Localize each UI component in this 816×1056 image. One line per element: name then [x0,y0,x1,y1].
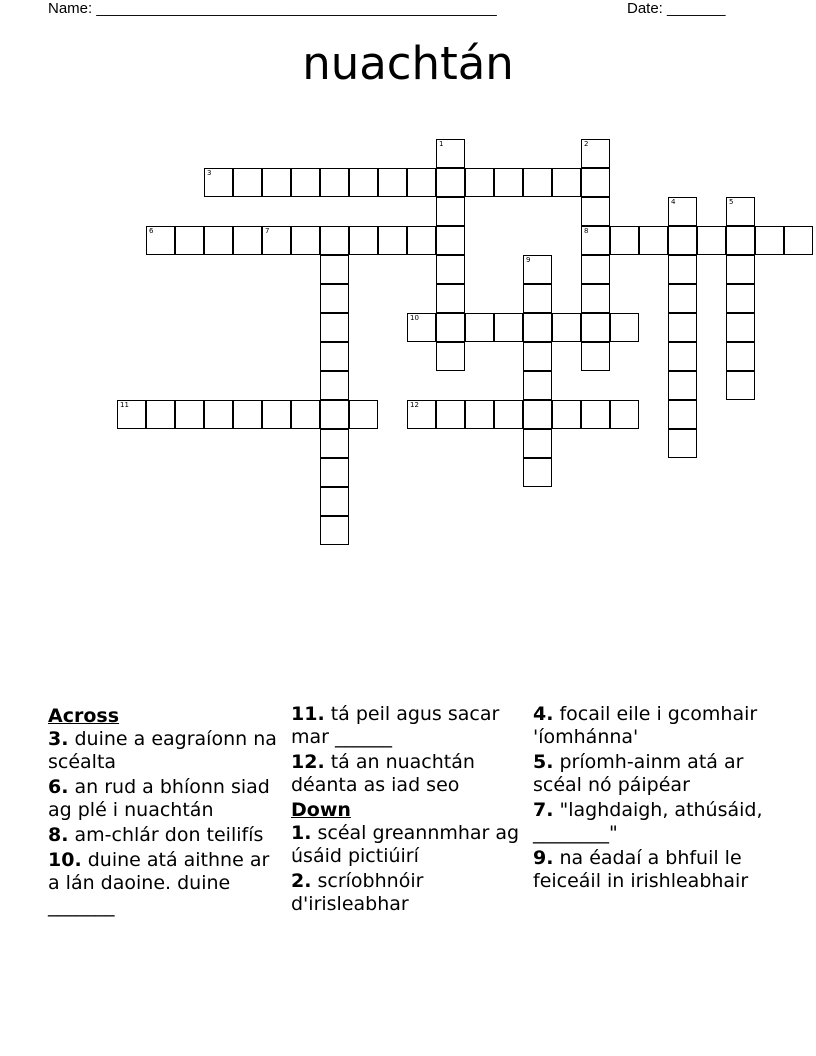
grid-cell[interactable] [175,400,204,429]
grid-cell[interactable] [726,284,755,313]
clue-across-12: 12. tá an nuachtán déanta as iad seo [291,751,475,796]
grid-cell[interactable] [581,313,610,342]
grid-cell[interactable] [262,168,291,197]
clues-column-2 [291,703,529,918]
clue-down-1: 1. scéal greannmhar ag úsáid pictiúirí [291,822,520,867]
clue-down-9: 9. na éadaí a bhfuil le feiceáil in irishleabhair [533,847,749,892]
clue-down-4: 4. focail eile i gcomhair 'íomhánna' [533,703,758,748]
grid-cell[interactable] [755,226,784,255]
clue-number: 11 [120,401,129,409]
grid-cell[interactable] [291,400,320,429]
grid-cell[interactable] [726,342,755,371]
clue-across-3: 3. duine a eagraíonn na scéalta [48,728,277,773]
grid-cell[interactable] [552,313,581,342]
clue-number: 5 [729,198,734,206]
clue-across-6: 6. an rud a bhíonn siad ag plé i nuachtán [48,776,270,821]
grid-cell[interactable] [378,168,407,197]
grid-cell[interactable] [784,226,813,255]
grid-cell[interactable] [668,255,697,284]
clue-across-8: 8. am-chlár don teilifís [48,824,264,846]
grid-cell[interactable] [581,255,610,284]
clue-number: 6 [149,227,154,235]
grid-cell[interactable] [668,284,697,313]
grid-cell[interactable] [523,313,552,342]
clue-across-10: 10. duine atá aithne ar a lán daoine. duine _______ [48,849,270,917]
grid-cell[interactable] [117,400,146,429]
grid-cell[interactable] [726,255,755,284]
grid-cell[interactable] [523,458,552,487]
grid-cell[interactable] [668,342,697,371]
grid-cell[interactable] [610,400,639,429]
clue-down-2: 2. scríobhnóir d'irisleabhar [291,870,424,915]
grid-cell[interactable] [523,371,552,400]
clue-number: 3 [207,169,212,177]
grid-cell[interactable] [291,226,320,255]
date-field-label: Date: _______ [627,0,726,17]
grid-cell[interactable] [436,168,465,197]
grid-cell[interactable] [233,400,262,429]
grid-cell[interactable] [320,400,349,429]
grid-cell[interactable] [262,226,291,255]
grid-cell[interactable] [552,400,581,429]
grid-cell[interactable] [204,226,233,255]
grid-cell[interactable] [465,400,494,429]
grid-cell[interactable] [610,313,639,342]
grid-cell[interactable] [233,226,262,255]
grid-cell[interactable] [436,284,465,313]
clues-column-3 [533,703,771,895]
grid-cell[interactable] [552,168,581,197]
grid-cell[interactable] [726,371,755,400]
grid-cell[interactable] [436,400,465,429]
grid-cell[interactable] [436,139,465,168]
clue-down-7: 7. "laghdaigh, athúsáid, ________" [533,799,763,844]
grid-cell[interactable] [726,313,755,342]
grid-cell[interactable] [320,487,349,516]
grid-cell[interactable] [407,313,436,342]
across-heading: Across [48,705,120,727]
grid-cell[interactable] [523,429,552,458]
grid-cell[interactable] [436,255,465,284]
clue-number: 4 [671,198,676,206]
grid-cell[interactable] [233,168,262,197]
grid-cell[interactable] [581,168,610,197]
grid-cell[interactable] [668,429,697,458]
grid-cell[interactable] [639,226,668,255]
grid-cell[interactable] [436,313,465,342]
grid-cell[interactable] [349,400,378,429]
grid-cell[interactable] [523,342,552,371]
grid-cell[interactable] [320,429,349,458]
grid-cell[interactable] [407,168,436,197]
grid-cell[interactable] [523,400,552,429]
grid-cell[interactable] [726,226,755,255]
grid-cell[interactable] [494,313,523,342]
grid-cell[interactable] [581,400,610,429]
grid-cell[interactable] [494,168,523,197]
grid-cell[interactable] [378,226,407,255]
grid-cell[interactable] [494,400,523,429]
grid-cell[interactable] [523,284,552,313]
clue-number: 8 [584,227,589,235]
grid-cell[interactable] [320,371,349,400]
clue-across-11: 11. tá peil agus sacar mar ______ [291,703,500,748]
grid-cell[interactable] [581,342,610,371]
clue-number: 1 [439,140,444,148]
grid-cell[interactable] [668,371,697,400]
grid-cell[interactable] [697,226,726,255]
grid-cell[interactable] [175,226,204,255]
grid-cell[interactable] [407,226,436,255]
grid-cell[interactable] [436,342,465,371]
grid-cell[interactable] [349,226,378,255]
grid-cell[interactable] [204,168,233,197]
grid-cell[interactable] [320,226,349,255]
grid-cell[interactable] [581,139,610,168]
grid-cell[interactable] [146,400,175,429]
grid-cell[interactable] [320,516,349,545]
grid-cell[interactable] [668,400,697,429]
grid-cell[interactable] [320,255,349,284]
grid-cell[interactable] [668,197,697,226]
grid-cell[interactable] [320,168,349,197]
grid-cell[interactable] [668,226,697,255]
down-heading: Down [291,799,351,821]
grid-cell[interactable] [320,313,349,342]
grid-cell[interactable] [436,197,465,226]
grid-cell[interactable] [668,313,697,342]
grid-cell[interactable] [581,284,610,313]
grid-cell[interactable] [291,168,320,197]
grid-cell[interactable] [465,168,494,197]
grid-cell[interactable] [726,197,755,226]
grid-cell[interactable] [610,226,639,255]
clue-down-5: 5. príomh-ainm atá ar scéal nó páipéar [533,751,744,796]
grid-cell[interactable] [523,168,552,197]
grid-cell[interactable] [204,400,233,429]
grid-cell[interactable] [262,400,291,429]
grid-cell[interactable] [349,168,378,197]
clues-column-1 [48,703,286,920]
name-field-label: Name: ________________________________________________ [48,0,497,17]
grid-cell[interactable] [320,342,349,371]
grid-cell[interactable] [320,284,349,313]
grid-cell[interactable] [146,226,175,255]
page-title: nuachtán [302,37,514,90]
grid-cell[interactable] [581,197,610,226]
grid-cell[interactable] [523,255,552,284]
clue-number: 9 [526,256,531,264]
clue-number: 7 [265,227,270,235]
grid-cell[interactable] [581,226,610,255]
clue-number: 12 [410,401,419,409]
grid-cell[interactable] [320,458,349,487]
grid-cell[interactable] [407,400,436,429]
clue-number: 2 [584,140,589,148]
grid-cell[interactable] [465,313,494,342]
grid-cell[interactable] [436,226,465,255]
clue-number: 10 [410,314,419,322]
